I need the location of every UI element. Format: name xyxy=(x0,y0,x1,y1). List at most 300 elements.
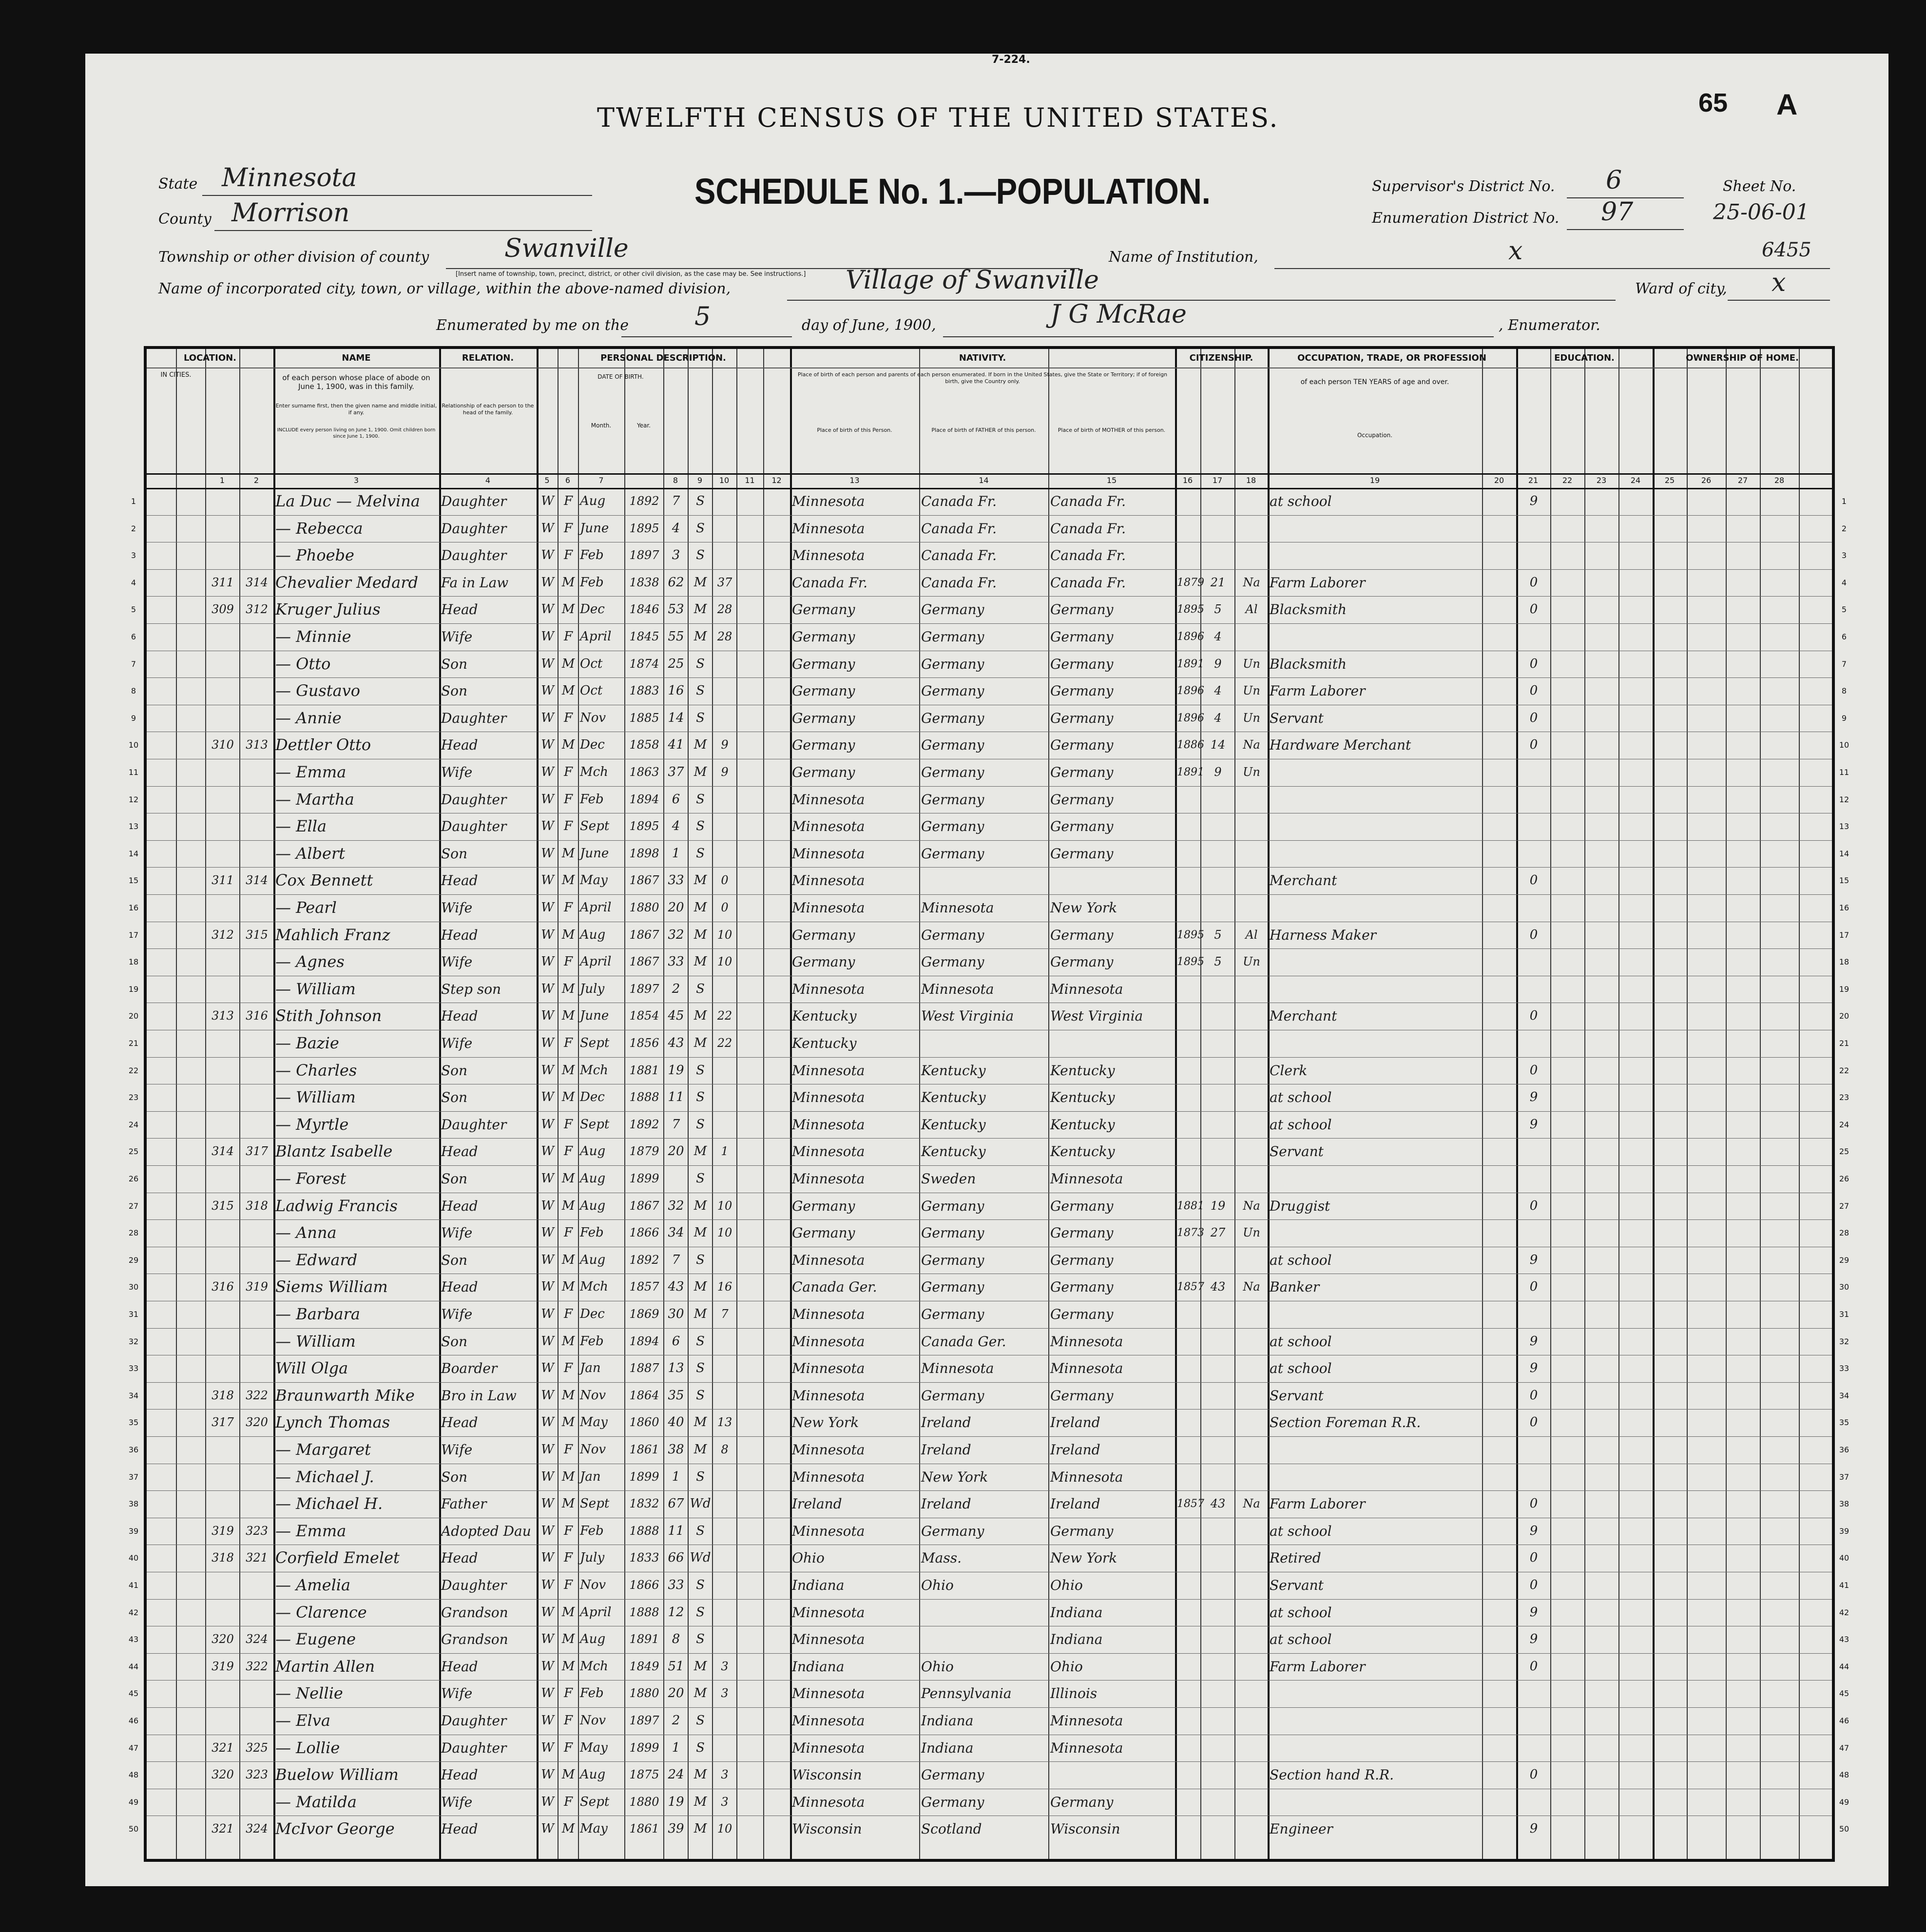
cell-year: 1867 xyxy=(629,1198,659,1213)
township-value: Swanville xyxy=(504,234,629,263)
cell-color: W xyxy=(541,846,554,861)
cell-name: Lynch Thomas xyxy=(275,1413,390,1432)
cell-color: W xyxy=(541,656,554,671)
cell-rel: Head xyxy=(441,601,478,618)
cell-year: 1888 xyxy=(629,1090,659,1104)
cell-bfather: Germany xyxy=(921,845,984,862)
table-row xyxy=(147,1084,1832,1111)
table-row xyxy=(147,1518,1832,1545)
cell-age: 30 xyxy=(668,1307,684,1321)
cell-month: Aug xyxy=(580,927,606,942)
table-row xyxy=(147,542,1832,569)
cell-bplace: Minnesota xyxy=(792,1794,865,1810)
cell-sex: M xyxy=(561,1767,575,1782)
cell-imm: 1857 xyxy=(1177,1281,1204,1294)
cell-bplace: Minnesota xyxy=(792,1468,865,1485)
column-number: 16 xyxy=(1182,476,1193,485)
cell-sex: F xyxy=(563,1794,573,1809)
cell-bfather: Ohio xyxy=(921,1658,954,1675)
cell-fam: 322 xyxy=(246,1659,268,1673)
cell-sex: M xyxy=(561,1333,575,1349)
column-number: 21 xyxy=(1528,476,1539,485)
cell-sex: M xyxy=(561,1252,575,1267)
cell-year: 1881 xyxy=(629,1063,659,1077)
cell-mar: M xyxy=(693,873,707,888)
cell-nat: Na xyxy=(1243,738,1260,752)
cell-name: Chevalier Medard xyxy=(275,573,419,592)
row-number-right: 41 xyxy=(1839,1581,1849,1590)
row-number-right: 5 xyxy=(1841,605,1847,615)
cell-bfather: Canada Fr. xyxy=(921,574,997,591)
cell-sex: F xyxy=(563,548,573,563)
cell-mar: Wd xyxy=(690,1550,711,1565)
cell-dw: 321 xyxy=(212,1740,234,1755)
cell-bmother: Germany xyxy=(1050,818,1114,835)
supervisor-label: Supervisor's District No. xyxy=(1372,178,1555,195)
cell-imm: 1896 xyxy=(1177,712,1204,724)
cell-bmother: Canada Fr. xyxy=(1050,493,1126,509)
cell-sex: M xyxy=(561,927,575,942)
cell-bplace: Minnesota xyxy=(792,872,865,889)
cell-occ: at school xyxy=(1270,1523,1332,1539)
cell-year: 1861 xyxy=(629,1822,659,1836)
column-number: 4 xyxy=(485,476,491,485)
cell-dw: 316 xyxy=(212,1280,234,1294)
row-number: 7 xyxy=(131,659,136,669)
cell-nat: Na xyxy=(1243,1280,1260,1294)
cell-bfather: Canada Fr. xyxy=(921,547,997,564)
cell-imm: 1873 xyxy=(1177,1227,1204,1239)
cell-ed: 9 xyxy=(1529,1117,1538,1132)
cell-dw: 311 xyxy=(212,873,234,888)
cell-rel: Daughter xyxy=(441,547,507,564)
month-header: Month. xyxy=(591,422,612,429)
cell-age: 43 xyxy=(668,1279,684,1294)
row-number-right: 16 xyxy=(1839,903,1849,912)
table-row xyxy=(147,1165,1832,1193)
cell-year: 1866 xyxy=(629,1226,659,1240)
cell-occ: Farm Laborer xyxy=(1270,574,1366,591)
cell-bplace: Ireland xyxy=(792,1496,842,1512)
cell-yrs: 10 xyxy=(717,1226,732,1240)
table-row xyxy=(147,1707,1832,1735)
cell-year: 1861 xyxy=(629,1443,659,1456)
cell-mar: M xyxy=(693,954,707,969)
cell-age: 24 xyxy=(668,1767,684,1782)
cell-yrsus: 4 xyxy=(1214,630,1222,643)
cell-sex: F xyxy=(563,1578,573,1592)
cell-bplace: Kentucky xyxy=(792,1008,857,1024)
cell-bfather: Germany xyxy=(921,1252,984,1268)
cell-age: 11 xyxy=(668,1523,684,1538)
cell-age: 4 xyxy=(672,819,680,834)
column-number: 8 xyxy=(673,476,678,485)
cell-name: La Duc — Melvina xyxy=(275,492,420,510)
cell-name: — William xyxy=(275,1088,356,1107)
cell-mar: M xyxy=(693,602,707,617)
cell-bfather: Minnesota xyxy=(921,900,994,916)
sheet-extra: 6455 xyxy=(1762,239,1811,261)
cell-name: — Pearl xyxy=(275,898,337,917)
cell-bmother: Germany xyxy=(1050,1198,1114,1214)
cell-bplace: Minnesota xyxy=(792,1387,865,1404)
cell-bplace: Minnesota xyxy=(792,1604,865,1621)
cell-sex: F xyxy=(563,710,573,725)
cell-bfather: Kentucky xyxy=(921,1089,986,1106)
cell-bmother: Ohio xyxy=(1050,1577,1083,1593)
cell-yrs: 3 xyxy=(721,1686,729,1700)
row-number-right: 27 xyxy=(1839,1201,1849,1211)
cell-bplace: Minnesota xyxy=(792,818,865,835)
group-header: PERSONAL DESCRIPTION. xyxy=(600,353,726,363)
row-number-right: 11 xyxy=(1839,768,1849,777)
row-number-right: 44 xyxy=(1839,1662,1849,1671)
cell-mar: M xyxy=(693,927,707,942)
row-number: 48 xyxy=(128,1770,139,1780)
cell-imm: 1896 xyxy=(1177,631,1204,643)
cell-rel: Head xyxy=(441,872,478,889)
page-title: TWELFTH CENSUS OF THE UNITED STATES. xyxy=(597,102,1279,133)
cell-year: 1880 xyxy=(629,1795,659,1809)
cell-bmother: Canada Fr. xyxy=(1050,520,1126,537)
cell-name: — Myrtle xyxy=(275,1115,349,1134)
cell-bplace: Minnesota xyxy=(792,520,865,537)
cell-rel: Head xyxy=(441,927,478,943)
row-number: 1 xyxy=(131,497,136,506)
cell-bmother: Kentucky xyxy=(1050,1089,1115,1106)
cell-sex: F xyxy=(563,1442,573,1457)
cell-occ: Farm Laborer xyxy=(1270,1496,1366,1512)
cell-year: 1894 xyxy=(629,1334,659,1348)
cell-age: 6 xyxy=(672,792,680,807)
cell-sex: F xyxy=(563,1307,573,1321)
cell-yrsus: 9 xyxy=(1214,765,1222,779)
cell-nat: Al xyxy=(1245,927,1258,942)
cell-sex: M xyxy=(561,1632,575,1647)
cell-bplace: Minnesota xyxy=(792,1333,865,1350)
cell-year: 1883 xyxy=(629,684,659,698)
cell-occ: at school xyxy=(1270,1631,1332,1648)
cell-mar: M xyxy=(693,765,707,779)
cell-bplace: Minnesota xyxy=(792,1089,865,1106)
cell-bmother: West Virginia xyxy=(1050,1008,1143,1024)
column-number: 23 xyxy=(1596,476,1607,485)
enumeration-value: 97 xyxy=(1601,197,1634,227)
cell-color: W xyxy=(541,1686,554,1701)
cell-name: — Anna xyxy=(275,1223,337,1242)
cell-occ: Clerk xyxy=(1270,1062,1308,1079)
cell-ed: 0 xyxy=(1529,1198,1538,1213)
cell-bfather: Ireland xyxy=(921,1442,971,1458)
cell-dw: 315 xyxy=(212,1198,234,1213)
cell-sex: M xyxy=(561,1008,575,1024)
cell-age: 33 xyxy=(668,1578,684,1592)
cell-bplace: Indiana xyxy=(792,1658,845,1675)
cell-yrs: 8 xyxy=(721,1443,729,1456)
cell-yrs: 3 xyxy=(721,1768,729,1782)
cell-occ: Blacksmith xyxy=(1270,656,1347,672)
cell-yrs: 1 xyxy=(721,1144,729,1159)
cell-month: Sept xyxy=(580,1117,610,1132)
group-header: EDUCATION. xyxy=(1554,353,1615,363)
cell-month: July xyxy=(580,1550,605,1565)
enumeration-label: Enumeration District No. xyxy=(1372,210,1560,227)
table-row xyxy=(147,786,1832,813)
cell-yrs: 3 xyxy=(721,1659,729,1673)
cell-color: W xyxy=(541,819,554,834)
row-number-right: 24 xyxy=(1839,1120,1849,1129)
cell-rel: Head xyxy=(441,1008,478,1024)
cell-color: W xyxy=(541,1794,554,1809)
cell-bplace: Kentucky xyxy=(792,1035,857,1051)
cell-bmother: Germany xyxy=(1050,629,1114,645)
cell-bmother: Canada Fr. xyxy=(1050,574,1126,591)
cell-bmother: Minnesota xyxy=(1050,1739,1123,1756)
cell-ed: 0 xyxy=(1529,1063,1538,1078)
cell-rel: Wife xyxy=(441,764,473,780)
ward-label: Ward of city, xyxy=(1635,280,1727,297)
row-number-right: 21 xyxy=(1839,1039,1849,1048)
cell-color: W xyxy=(541,1279,554,1294)
cell-mar: S xyxy=(696,1632,705,1647)
cell-bmother: Germany xyxy=(1050,601,1114,618)
cell-sex: F xyxy=(563,1117,573,1132)
cell-age: 3 xyxy=(672,548,680,563)
cell-dw: 309 xyxy=(212,602,234,617)
row-number-right: 13 xyxy=(1839,822,1849,831)
county-label: County xyxy=(158,211,212,228)
row-number: 49 xyxy=(128,1797,139,1807)
cell-bplace: Germany xyxy=(792,737,855,753)
table-row xyxy=(147,1328,1832,1355)
column-number: 14 xyxy=(979,476,989,485)
row-number: 23 xyxy=(128,1093,139,1102)
cell-mar: M xyxy=(693,1307,707,1321)
cell-bmother: Ireland xyxy=(1050,1442,1100,1458)
group-header: OCCUPATION, TRADE, OR PROFESSION xyxy=(1297,353,1486,363)
cell-mar: M xyxy=(693,1198,707,1213)
row-number-right: 42 xyxy=(1839,1607,1849,1617)
cell-color: W xyxy=(541,1469,554,1484)
cell-ed: 0 xyxy=(1529,683,1538,698)
cell-fam: 323 xyxy=(246,1768,268,1782)
cell-sex: M xyxy=(561,575,575,590)
cell-name: Blantz Isabelle xyxy=(275,1142,393,1161)
cell-rel: Son xyxy=(441,1171,468,1187)
cell-name: — Ella xyxy=(275,817,327,836)
row-number-right: 15 xyxy=(1839,876,1849,886)
cell-year: 1874 xyxy=(629,657,659,671)
cell-age: 25 xyxy=(668,656,684,671)
column-number: 12 xyxy=(771,476,782,485)
cell-bmother: Canada Fr. xyxy=(1050,547,1126,564)
cell-yrsus: 43 xyxy=(1210,1280,1226,1294)
table-row xyxy=(147,1653,1832,1681)
cell-bfather: West Virginia xyxy=(921,1008,1014,1024)
cell-bfather: Scotland xyxy=(921,1821,982,1837)
cell-mar: M xyxy=(693,1659,707,1674)
cell-bplace: Minnesota xyxy=(792,1306,865,1322)
cell-ed: 9 xyxy=(1529,1361,1538,1376)
cell-mar: S xyxy=(696,846,705,861)
cell-name: — Rebecca xyxy=(275,519,363,538)
row-number-right: 17 xyxy=(1839,930,1849,940)
cell-mar: M xyxy=(693,1415,707,1430)
cell-rel: Son xyxy=(441,656,468,672)
cell-bfather: Germany xyxy=(921,1387,984,1404)
cell-name: — Annie xyxy=(275,708,342,727)
cell-name: — Eugene xyxy=(275,1630,356,1649)
cell-mar: M xyxy=(693,1821,707,1836)
cell-fam: 318 xyxy=(246,1198,268,1213)
row-number-right: 49 xyxy=(1839,1797,1849,1807)
cell-month: May xyxy=(580,1821,608,1836)
cell-bmother: Germany xyxy=(1050,1252,1114,1268)
table-row xyxy=(147,1789,1832,1816)
cell-bplace: Minnesota xyxy=(792,493,865,509)
row-number-right: 36 xyxy=(1839,1445,1849,1454)
cell-month: Aug xyxy=(580,1171,606,1186)
cell-month: Aug xyxy=(580,1144,606,1159)
cell-sex: M xyxy=(561,737,575,753)
cell-color: W xyxy=(541,1144,554,1159)
cell-sex: M xyxy=(561,683,575,698)
cell-color: W xyxy=(541,1713,554,1728)
cell-bmother: Ohio xyxy=(1050,1658,1083,1675)
cell-bfather: Kentucky xyxy=(921,1116,986,1133)
cell-rel: Head xyxy=(441,1143,478,1160)
row-number: 17 xyxy=(128,930,139,940)
cell-color: W xyxy=(541,927,554,942)
cell-name: — Michael H. xyxy=(275,1494,383,1513)
cell-month: Feb xyxy=(580,1523,604,1538)
cell-sex: M xyxy=(561,1279,575,1294)
cell-month: June xyxy=(580,846,609,861)
cell-sex: M xyxy=(561,1090,575,1105)
name-description: of each person whose place of abode on June 1, 1900, was in this family. xyxy=(282,373,430,391)
cell-year: 1864 xyxy=(629,1388,659,1402)
cell-mar: M xyxy=(693,737,707,753)
cell-occ: at school xyxy=(1270,1252,1332,1268)
cell-month: Aug xyxy=(580,1767,606,1782)
cell-age: 32 xyxy=(668,1198,684,1213)
cell-bfather: Kentucky xyxy=(921,1143,986,1160)
cell-mar: M xyxy=(693,1442,707,1457)
group-header: OWNERSHIP OF HOME. xyxy=(1686,353,1799,363)
cell-bplace: Minnesota xyxy=(792,1685,865,1702)
table-row xyxy=(147,1436,1832,1464)
row-number: 19 xyxy=(128,984,139,994)
cell-occ: Merchant xyxy=(1270,872,1337,889)
cell-age: 1 xyxy=(672,846,680,861)
table-row xyxy=(147,623,1832,651)
cell-bmother: Minnesota xyxy=(1050,1468,1123,1485)
cell-ed: 0 xyxy=(1529,1578,1538,1592)
cell-ed: 0 xyxy=(1529,1388,1538,1403)
cell-color: W xyxy=(541,1604,554,1620)
cell-color: W xyxy=(541,737,554,753)
cell-yrs: 10 xyxy=(717,955,732,969)
row-number-right: 1 xyxy=(1841,497,1847,506)
row-number: 33 xyxy=(128,1364,139,1373)
cell-bplace: Germany xyxy=(792,656,855,672)
row-number: 32 xyxy=(128,1336,139,1346)
cell-mar: S xyxy=(696,1578,705,1592)
row-number: 5 xyxy=(131,605,136,615)
cell-month: May xyxy=(580,1740,608,1755)
cell-age: 62 xyxy=(668,575,684,590)
cell-bmother: Ireland xyxy=(1050,1414,1100,1431)
cell-age: 37 xyxy=(668,765,684,779)
cell-age: 40 xyxy=(668,1415,684,1430)
cell-color: W xyxy=(541,1333,554,1349)
cell-age: 12 xyxy=(668,1604,684,1620)
cell-imm: 1895 xyxy=(1177,928,1204,941)
cell-yrs: 10 xyxy=(717,1198,732,1213)
table-row xyxy=(147,948,1832,976)
cell-bfather: Germany xyxy=(921,1225,984,1241)
cell-bfather: Germany xyxy=(921,1198,984,1214)
cell-name: — Clarence xyxy=(275,1603,367,1622)
cell-age: 20 xyxy=(668,900,684,915)
cell-imm: 1881 xyxy=(1177,1199,1204,1212)
cell-age: 38 xyxy=(668,1442,684,1457)
schedule-title: SCHEDULE No. 1.—POPULATION. xyxy=(694,171,1211,212)
cell-bmother: Germany xyxy=(1050,737,1114,753)
enumeration-day: 5 xyxy=(694,302,711,331)
row-number: 41 xyxy=(128,1581,139,1590)
table-row xyxy=(147,488,1832,515)
form-code: 7-224. xyxy=(992,54,1030,66)
table-row xyxy=(147,1003,1832,1030)
cell-sex: F xyxy=(563,765,573,779)
cell-month: Nov xyxy=(580,1388,606,1403)
row-number-right: 47 xyxy=(1839,1743,1849,1753)
row-number-right: 29 xyxy=(1839,1255,1849,1265)
cell-year: 1869 xyxy=(629,1307,659,1321)
cell-name: — Barbara xyxy=(275,1305,360,1323)
row-number-right: 25 xyxy=(1839,1147,1849,1157)
cell-color: W xyxy=(541,792,554,807)
cell-year: 1863 xyxy=(629,765,659,779)
cell-year: 1898 xyxy=(629,846,659,860)
cell-ed: 9 xyxy=(1529,1090,1538,1105)
cell-color: W xyxy=(541,1171,554,1186)
cell-color: W xyxy=(541,1578,554,1592)
cell-year: 1880 xyxy=(629,1686,659,1700)
cell-nat: Na xyxy=(1243,1198,1260,1213)
cell-rel: Wife xyxy=(441,1035,473,1051)
sheet-label: Sheet No. xyxy=(1723,178,1796,195)
cell-month: Feb xyxy=(580,1686,604,1701)
cell-occ: at school xyxy=(1270,1116,1332,1133)
row-number-right: 14 xyxy=(1839,849,1849,858)
township-label: Township or other division of county xyxy=(158,249,429,266)
cell-imm: 1891 xyxy=(1177,766,1204,778)
cell-yrs: 37 xyxy=(717,575,732,589)
cell-bfather: Germany xyxy=(921,1306,984,1322)
cell-bplace: Minnesota xyxy=(792,1523,865,1539)
cell-rel: Head xyxy=(441,1658,478,1675)
cell-fam: 320 xyxy=(246,1415,268,1430)
cell-yrs: 9 xyxy=(721,738,729,752)
cell-mar: S xyxy=(696,1117,705,1132)
table-row xyxy=(147,732,1832,759)
cell-bfather: Germany xyxy=(921,683,984,699)
cell-year: 1895 xyxy=(629,819,659,833)
row-number: 25 xyxy=(128,1147,139,1157)
column-number: 18 xyxy=(1246,476,1256,485)
